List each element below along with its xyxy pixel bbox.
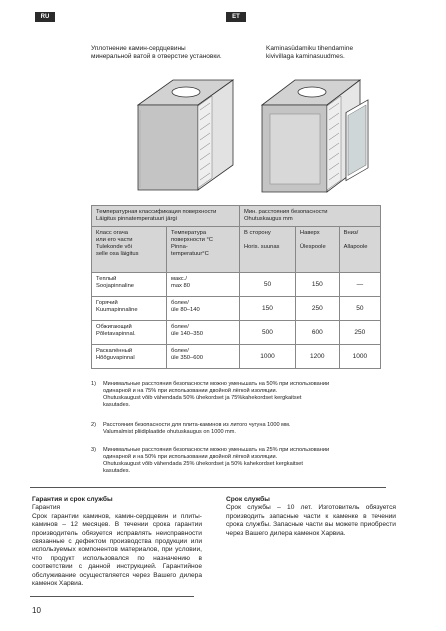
intro-ru [91,45,222,61]
guarantee-subtitle: Гарантия [32,504,61,512]
cell-text: Soojapinnaline [96,283,135,289]
row-down: 50 [339,297,380,321]
service-title: Срок службы [226,496,270,503]
footnote-line: kasutades. [103,402,131,408]
header-text: Tulekonde või [96,244,132,250]
intro-et [266,45,353,61]
table-caption-left [92,206,240,227]
footnote-line: Расстояния безопасности для плита-каминов из литого чугуна 1000 мм. [103,422,291,428]
row-side: 1000 [240,345,296,369]
row-side: 50 [240,273,296,297]
row-up: 150 [295,273,339,297]
footnote-2 [91,422,391,436]
cell-text: более/ [171,300,189,306]
header-spacer [344,237,376,244]
lang-badge-ru: RU [35,12,55,22]
row-class [92,321,167,345]
guarantee-body: Срок гарантии каминов, камин-сердцевин и плиты-каминов – 12 месяцев. В течении срока гарантии производитель обязуется исправлять неисправности связанные с дефектом производства продукции или используемых компонентов материалов, при условии, что продукт использовался по назначению в соответствии с данной инструкцией. Гарантийное обслуживание осуществляется через Вашего дилера каменок Харвиа. [32,512,202,588]
row-up: 250 [295,297,339,321]
intro-et-line: Kaminasüdamiku tihendamine [266,45,354,52]
cell-text: более/ [171,348,189,354]
page-number: 10 [32,606,41,615]
intro-ru-line: Уплотнение камин-сердцевины [91,45,186,52]
intro-et-line: kivivillaga kaminasuudmes. [266,53,345,60]
bottom-divider [30,596,194,597]
row-side: 500 [240,321,296,345]
footnote-line: Valumalmist pliidiplaatide ohutuskaugus on 1000 mm. [103,429,236,435]
header-text: В сторону [244,230,271,236]
header-text: Класс огача [96,230,128,236]
cell-text: Раскалённый [96,348,133,354]
cell-text: Теплый [96,276,117,282]
row-down: — [339,273,380,297]
safety-distance-table [91,205,381,369]
footnote-1 [91,381,391,409]
row-temp [167,297,240,321]
row-class [92,273,167,297]
caption-text: Температурная классификация поверхности [96,209,217,215]
lang-badge-et: ET [226,12,246,22]
footnote-3 [91,447,391,475]
table-row [92,297,381,321]
header-text: или его части [96,237,133,243]
header-temperature [167,227,240,273]
service-life-section [226,496,396,538]
row-down: 250 [339,321,380,345]
header-text: temperatuur°C [171,251,209,257]
header-text: Ülespoole [299,244,326,250]
header-spacer [244,237,291,244]
cell-text: üle 140–350 [171,331,203,337]
row-up: 600 [295,321,339,345]
table-row [92,321,381,345]
cell-text: üle 350–600 [171,355,203,361]
header-down [339,227,380,273]
header-text: Pinna- [171,244,188,250]
row-temp [167,345,240,369]
cell-text: Hõõguvapinnal [96,355,135,361]
fireplace-insert-sealing-illustration [118,70,253,198]
row-down: 1000 [339,345,380,369]
row-temp [167,321,240,345]
section-divider [30,487,386,488]
footnote-number: 2) [91,422,96,428]
fireplace-insert-glass-door-illustration [250,70,385,198]
intro-ru-line: минеральной ватой в отверстие установки. [91,53,222,60]
caption-text: Läigitus pinnatemperatuuri järgi [96,216,177,222]
cell-text: max 80 [171,283,191,289]
table-row [92,345,381,369]
cell-text: üle 80–140 [171,307,200,313]
table-caption-right [240,206,381,227]
footnote-line: одинарной и на 50% при использовании двойной лёгкой изоляции. [103,454,278,460]
row-up: 1200 [295,345,339,369]
footnote-number: 3) [91,447,96,453]
footnote-line: Ohutuskaugust võib vähendada 50% ühekordset ja 75%kahekordset kergkaitset [103,395,302,401]
header-spacer [300,237,335,244]
footnote-line: kasutades. [103,468,131,474]
cell-text: более/ [171,324,189,330]
header-up [295,227,339,273]
header-side [240,227,296,273]
header-text: Температура [171,230,207,236]
header-text: Allapoole [343,244,368,250]
footnote-line: Ohutuskaugust võib vähendada 25% ühekordset ja 50% kahekordset kergkaitset [103,461,303,467]
header-class [92,227,167,273]
guarantee-section [32,496,202,588]
caption-text: Мин. расстояния безопасности [244,209,328,215]
footnote-number: 1) [91,381,96,387]
footnote-line: одинарной и на 75% при использовании двойной лёгкой изоляции. [103,388,278,394]
row-side: 150 [240,297,296,321]
row-temp [167,273,240,297]
footnote-line: Минимальные расстояния безопасности можно уменьшать на 25% при использовании [103,447,330,453]
cell-text: Обжигающий [96,324,132,330]
header-text: Наверх [299,230,320,236]
footnote-line: Минимальные расстояния безопасности можно уменьшать на 50% при использовании [103,381,330,387]
header-text: поверхности °C [171,237,213,243]
service-body: Срок службы – 10 лет. Изготовитель обязуется производить запасные части к каменке в течении срока службы. Запасные части вы можете приобрести через Вашего дилера каменок Харвиа. [226,504,396,537]
cell-text: Põletavapinnal. [96,331,136,337]
cell-text: макс./ [171,276,187,282]
caption-text: Ohutuskaugus mm [244,216,293,222]
header-text: Horis. suunas [244,244,280,250]
cell-text: Kuumapinnaline [96,307,138,313]
row-class [92,345,167,369]
guarantee-title: Гарантия и срок службы [32,496,113,503]
header-text: Вниз/ [343,230,359,236]
cell-text: Горячий [96,300,118,306]
table-row [92,273,381,297]
header-text: selle osa läigitus [96,251,139,257]
row-class [92,297,167,321]
